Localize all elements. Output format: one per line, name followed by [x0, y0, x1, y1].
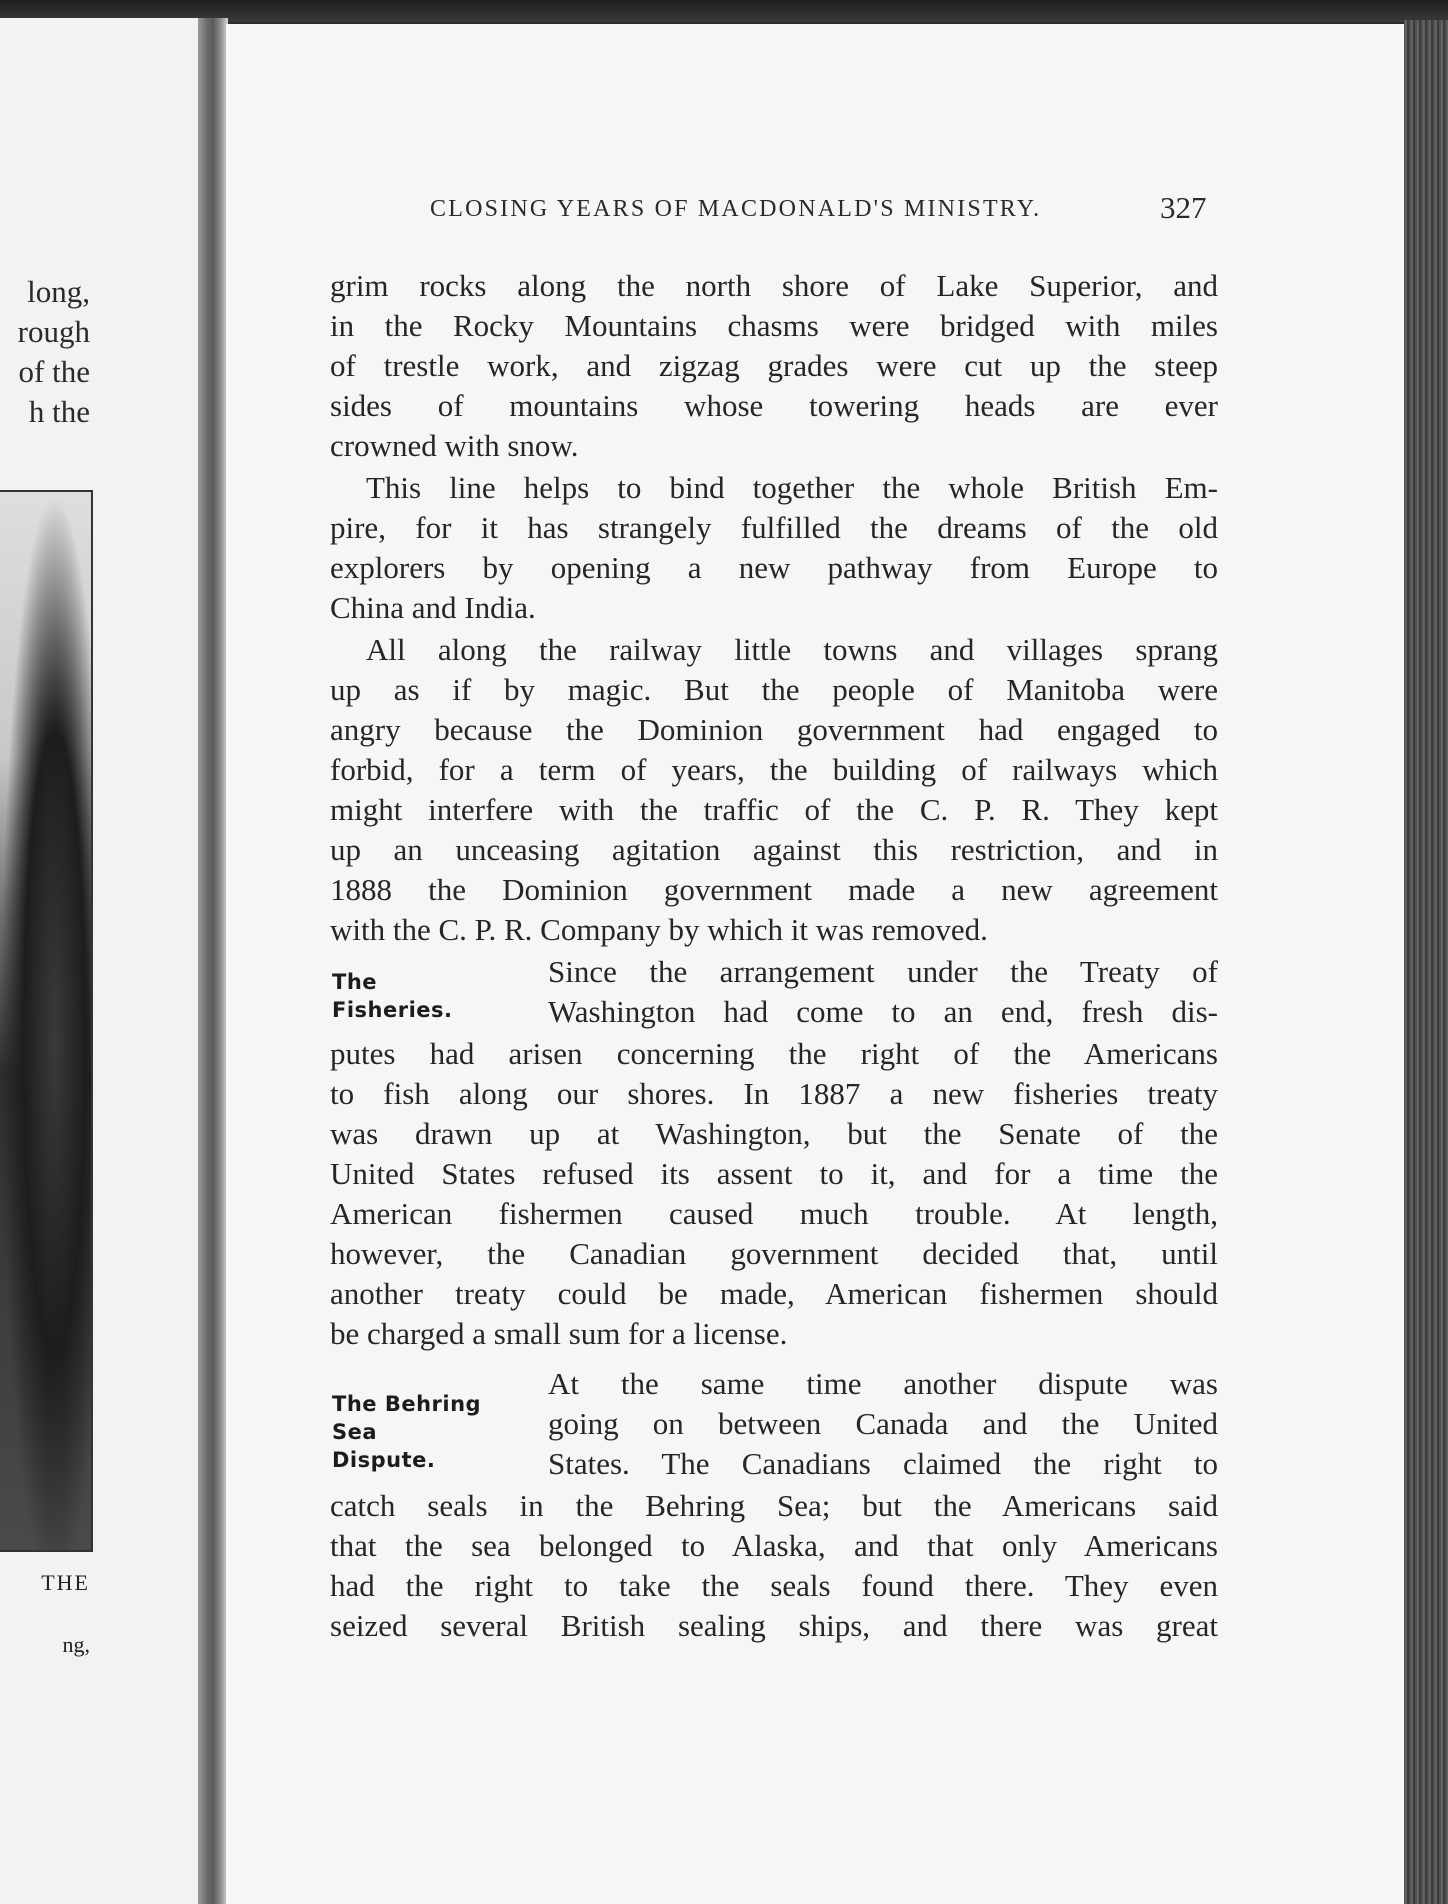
text-line: China and India. [330, 590, 536, 625]
text-line: had the right to take the seals found there. They even [330, 1568, 1218, 1603]
text-line: At the same time another dispute was [548, 1366, 1218, 1401]
text-line: catch seals in the Behring Sea; but the Americans said [330, 1488, 1218, 1523]
text-line: angry because the Dominion government had engaged to [330, 712, 1218, 747]
text-line: be charged a small sum for a license. [330, 1316, 788, 1351]
sidenote-line: The [332, 970, 378, 994]
text-line: United States refused its assent to it, and for a time the [330, 1156, 1218, 1191]
sidenote-line: Fisheries. [332, 998, 453, 1022]
running-head: CLOSING YEARS OF MACDONALD'S MINISTRY. [430, 196, 1042, 222]
text-line: explorers by opening a new pathway from Europe to [330, 550, 1218, 585]
text-line: Washington had come to an end, fresh dis- [548, 994, 1218, 1029]
text-line: up as if by magic. But the people of Manitoba were [330, 672, 1218, 707]
text-line: seized several British sealing ships, and there was great [330, 1608, 1218, 1643]
left-page-line: long, [27, 274, 90, 309]
sidenote-fisheries [332, 968, 453, 1024]
book-fore-edge [1404, 20, 1448, 1904]
left-page-caption: THE [41, 1570, 90, 1595]
text-line: of trestle work, and zigzag grades were cut up the steep [330, 348, 1218, 383]
text-line: All along the railway little towns and villages sprang [366, 632, 1218, 667]
text-line: going on between Canada and the United [548, 1406, 1218, 1441]
text-line: crowned with snow. [330, 428, 579, 463]
text-line: sides of mountains whose towering heads are ever [330, 388, 1218, 423]
sidenote-line: Dispute. [332, 1448, 436, 1472]
text-line: in the Rocky Mountains chasms were bridged with miles [330, 308, 1218, 343]
text-line: to fish along our shores. In 1887 a new fisheries treaty [330, 1076, 1218, 1111]
text-line: forbid, for a term of years, the building of railways which [330, 752, 1218, 787]
text-line: was drawn up at Washington, but the Senate of the [330, 1116, 1218, 1151]
text-line: 1888 the Dominion government made a new agreement [330, 872, 1218, 907]
left-page [0, 18, 204, 1904]
left-page-line: h the [28, 394, 90, 429]
sidenote-line: The Behring [332, 1392, 482, 1416]
text-line: that the sea belonged to Alaska, and that only Americans [330, 1528, 1218, 1563]
left-page-photograph [0, 490, 93, 1552]
text-line: up an unceasing agitation against this restriction, and in [330, 832, 1218, 867]
text-line: with the C. P. R. Company by which it was removed. [330, 912, 988, 947]
sidenote-behring-sea-dispute [332, 1390, 481, 1474]
left-page-caption-line2: ng, [62, 1632, 90, 1657]
left-page-line: rough [17, 314, 90, 349]
text-line: grim rocks along the north shore of Lake Superior, and [330, 268, 1218, 303]
text-line: pire, for it has strangely fulfilled the dreams of the old [330, 510, 1218, 545]
left-page-line: of the [18, 354, 90, 389]
text-line: might interfere with the traffic of the C. P. R. They kept [330, 792, 1218, 827]
text-line: putes had arisen concerning the right of the Americans [330, 1036, 1218, 1071]
text-line: Since the arrangement under the Treaty of [548, 954, 1218, 989]
text-line: American fishermen caused much trouble. At length, [330, 1196, 1218, 1231]
text-line: another treaty could be made, American fishermen should [330, 1276, 1218, 1311]
page-number: 327 [1160, 190, 1207, 225]
book-gutter [198, 18, 228, 1904]
sidenote-line: Sea [332, 1420, 378, 1444]
text-line: States. The Canadians claimed the right to [548, 1446, 1218, 1481]
text-line: however, the Canadian government decided that, until [330, 1236, 1218, 1271]
text-line: This line helps to bind together the whole British Em- [366, 470, 1218, 505]
